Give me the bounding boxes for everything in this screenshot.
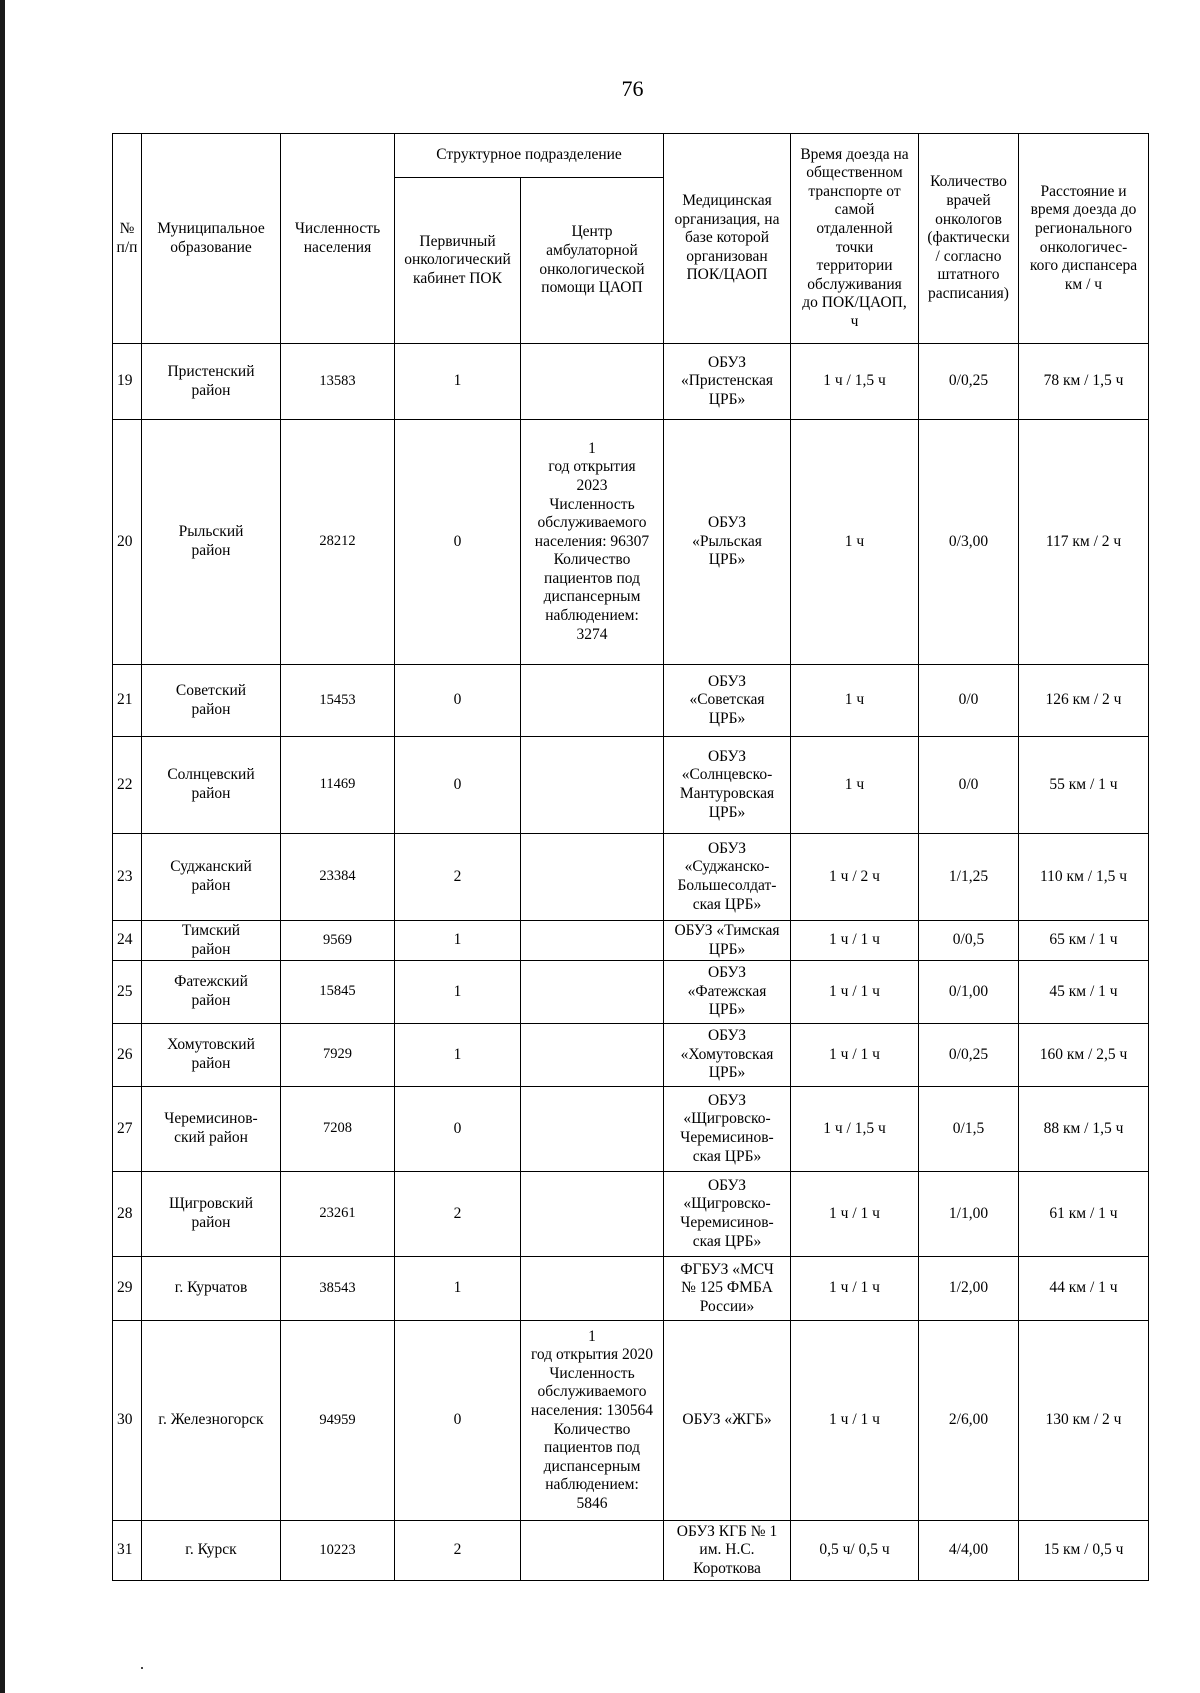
row-distance: 110 км / 1,5 ч xyxy=(1019,834,1149,921)
row-caop xyxy=(521,665,664,737)
row-doctors: 1/1,25 xyxy=(919,834,1019,921)
row-num: 30 xyxy=(113,1321,142,1521)
row-caop xyxy=(521,1024,664,1087)
row-caop xyxy=(521,1172,664,1257)
row-pok: 1 xyxy=(395,1257,521,1321)
row-distance: 130 км / 2 ч xyxy=(1019,1321,1149,1521)
row-num: 24 xyxy=(113,921,142,961)
row-doctors: 0/0 xyxy=(919,665,1019,737)
row-caop: 1 год открытия 2023 Численность обслуживаемого населения: 96307 Количество пациентов под диспансерным наблюдением: 3274 xyxy=(521,420,664,665)
row-pok: 1 xyxy=(395,344,521,420)
row-travel-time: 1 ч / 1 ч xyxy=(791,921,919,961)
row-med-org: ОБУЗ «ЖГБ» xyxy=(664,1321,791,1521)
row-doctors: 0/3,00 xyxy=(919,420,1019,665)
row-num: 31 xyxy=(113,1521,142,1581)
row-doctors: 0/0,25 xyxy=(919,1024,1019,1087)
row-doctors: 2/6,00 xyxy=(919,1321,1019,1521)
row-doctors: 4/4,00 xyxy=(919,1521,1019,1581)
oncology-table xyxy=(112,133,1149,1581)
header-med-org: Медицинская организация, на базе которой организован ПОК/ЦАОП xyxy=(664,134,791,344)
row-population: 7929 xyxy=(281,1024,395,1087)
row-pok: 1 xyxy=(395,921,521,961)
row-travel-time: 1 ч / 1 ч xyxy=(791,1321,919,1521)
row-population: 11469 xyxy=(281,737,395,834)
row-pok: 1 xyxy=(395,961,521,1024)
row-pok: 0 xyxy=(395,1321,521,1521)
header-structural-unit: Структурное подразделение xyxy=(395,134,664,178)
row-num: 21 xyxy=(113,665,142,737)
header-municipality: Муниципальное образование xyxy=(142,134,281,344)
row-travel-time: 1 ч / 1,5 ч xyxy=(791,1087,919,1172)
row-distance: 117 км / 2 ч xyxy=(1019,420,1149,665)
row-municipality: Черемисинов- ский район xyxy=(142,1087,281,1172)
row-num: 25 xyxy=(113,961,142,1024)
row-distance: 126 км / 2 ч xyxy=(1019,665,1149,737)
row-doctors: 1/2,00 xyxy=(919,1257,1019,1321)
row-med-org: ФГБУЗ «МСЧ № 125 ФМБА России» xyxy=(664,1257,791,1321)
row-caop xyxy=(521,1521,664,1581)
row-pok: 2 xyxy=(395,834,521,921)
row-caop xyxy=(521,1087,664,1172)
row-distance: 44 км / 1 ч xyxy=(1019,1257,1149,1321)
header-travel-time: Время доезда на общественном транспорте от самой отдаленной точки территории обслуживания до ПОК/ЦАОП, ч xyxy=(791,134,919,344)
row-caop: 1 год открытия 2020 Численность обслуживаемого населения: 130564 Количество пациентов под диспансерным наблюдением: 5846 xyxy=(521,1321,664,1521)
row-population: 38543 xyxy=(281,1257,395,1321)
row-travel-time: 1 ч / 1 ч xyxy=(791,961,919,1024)
row-med-org: ОБУЗ «Пристенская ЦРБ» xyxy=(664,344,791,420)
row-pok: 0 xyxy=(395,665,521,737)
row-num: 28 xyxy=(113,1172,142,1257)
row-doctors: 0/1,00 xyxy=(919,961,1019,1024)
row-municipality: г. Курчатов xyxy=(142,1257,281,1321)
row-caop xyxy=(521,344,664,420)
row-pok: 0 xyxy=(395,420,521,665)
row-population: 23261 xyxy=(281,1172,395,1257)
page-number: 76 xyxy=(621,76,644,101)
row-doctors: 0/0,25 xyxy=(919,344,1019,420)
row-travel-time: 1 ч xyxy=(791,737,919,834)
row-travel-time: 1 ч / 1 ч xyxy=(791,1257,919,1321)
row-population: 9569 xyxy=(281,921,395,961)
row-caop xyxy=(521,921,664,961)
row-med-org: ОБУЗ «Советская ЦРБ» xyxy=(664,665,791,737)
row-doctors: 0/0 xyxy=(919,737,1019,834)
row-municipality: Щигровский район xyxy=(142,1172,281,1257)
row-num: 19 xyxy=(113,344,142,420)
header-num: № п/п xyxy=(113,134,142,344)
row-distance: 78 км / 1,5 ч xyxy=(1019,344,1149,420)
row-pok: 1 xyxy=(395,1024,521,1087)
row-population: 7208 xyxy=(281,1087,395,1172)
row-municipality: Советский район xyxy=(142,665,281,737)
row-municipality: Фатежский район xyxy=(142,961,281,1024)
row-travel-time: 1 ч xyxy=(791,665,919,737)
row-doctors: 1/1,00 xyxy=(919,1172,1019,1257)
row-population: 23384 xyxy=(281,834,395,921)
row-caop xyxy=(521,737,664,834)
row-med-org: ОБУЗ «Фатежская ЦРБ» xyxy=(664,961,791,1024)
row-pok: 2 xyxy=(395,1521,521,1581)
header-caop: Центр амбулаторной онкологической помощи ЦАОП xyxy=(521,178,664,344)
row-pok: 0 xyxy=(395,737,521,834)
row-caop xyxy=(521,834,664,921)
row-travel-time: 1 ч / 1 ч xyxy=(791,1172,919,1257)
row-distance: 45 км / 1 ч xyxy=(1019,961,1149,1024)
header-distance: Расстояние и время доезда до регионального онкологичес- кого диспансера км / ч xyxy=(1019,134,1149,344)
row-med-org: ОБУЗ «Щигровско- Черемисинов- ская ЦРБ» xyxy=(664,1172,791,1257)
row-travel-time: 1 ч / 1 ч xyxy=(791,1024,919,1087)
row-distance: 65 км / 1 ч xyxy=(1019,921,1149,961)
row-population: 94959 xyxy=(281,1321,395,1521)
row-population: 28212 xyxy=(281,420,395,665)
row-num: 22 xyxy=(113,737,142,834)
row-municipality: г. Курск xyxy=(142,1521,281,1581)
header-population: Численность населения xyxy=(281,134,395,344)
header-pok: Первичный онкологический кабинет ПОК xyxy=(395,178,521,344)
row-municipality: Рыльский район xyxy=(142,420,281,665)
row-distance: 160 км / 2,5 ч xyxy=(1019,1024,1149,1087)
row-med-org: ОБУЗ «Солнцевско- Мантуровская ЦРБ» xyxy=(664,737,791,834)
row-municipality: Солнцевский район xyxy=(142,737,281,834)
row-med-org: ОБУЗ «Суджанско- Большесолдат- ская ЦРБ» xyxy=(664,834,791,921)
row-doctors: 0/0,5 xyxy=(919,921,1019,961)
row-municipality: Пристенский район xyxy=(142,344,281,420)
row-med-org: ОБУЗ «Щигровско- Черемисинов- ская ЦРБ» xyxy=(664,1087,791,1172)
row-num: 23 xyxy=(113,834,142,921)
row-municipality: Хомутовский район xyxy=(142,1024,281,1087)
row-num: 29 xyxy=(113,1257,142,1321)
row-num: 20 xyxy=(113,420,142,665)
row-caop xyxy=(521,1257,664,1321)
row-population: 13583 xyxy=(281,344,395,420)
row-num: 26 xyxy=(113,1024,142,1087)
row-num: 27 xyxy=(113,1087,142,1172)
row-med-org: ОБУЗ «Хомутовская ЦРБ» xyxy=(664,1024,791,1087)
row-doctors: 0/1,5 xyxy=(919,1087,1019,1172)
row-distance: 61 км / 1 ч xyxy=(1019,1172,1149,1257)
row-travel-time: 1 ч / 2 ч xyxy=(791,834,919,921)
row-med-org: ОБУЗ КГБ № 1 им. Н.С. Короткова xyxy=(664,1521,791,1581)
row-distance: 88 км / 1,5 ч xyxy=(1019,1087,1149,1172)
row-population: 15453 xyxy=(281,665,395,737)
row-travel-time: 1 ч / 1,5 ч xyxy=(791,344,919,420)
row-caop xyxy=(521,961,664,1024)
row-pok: 2 xyxy=(395,1172,521,1257)
row-municipality: Суджанский район xyxy=(142,834,281,921)
scan-speck xyxy=(141,1667,143,1669)
row-travel-time: 1 ч xyxy=(791,420,919,665)
row-distance: 55 км / 1 ч xyxy=(1019,737,1149,834)
row-population: 15845 xyxy=(281,961,395,1024)
row-pok: 0 xyxy=(395,1087,521,1172)
row-travel-time: 0,5 ч/ 0,5 ч xyxy=(791,1521,919,1581)
row-municipality: г. Железногорск xyxy=(142,1321,281,1521)
row-population: 10223 xyxy=(281,1521,395,1581)
row-med-org: ОБУЗ «Тимская ЦРБ» xyxy=(664,921,791,961)
row-municipality: Тимский район xyxy=(142,921,281,961)
scan-border xyxy=(0,0,5,1693)
row-distance: 15 км / 0,5 ч xyxy=(1019,1521,1149,1581)
header-doctors: Количество врачей онкологов (фактически / согласно штатного расписания) xyxy=(919,134,1019,344)
row-med-org: ОБУЗ «Рыльская ЦРБ» xyxy=(664,420,791,665)
